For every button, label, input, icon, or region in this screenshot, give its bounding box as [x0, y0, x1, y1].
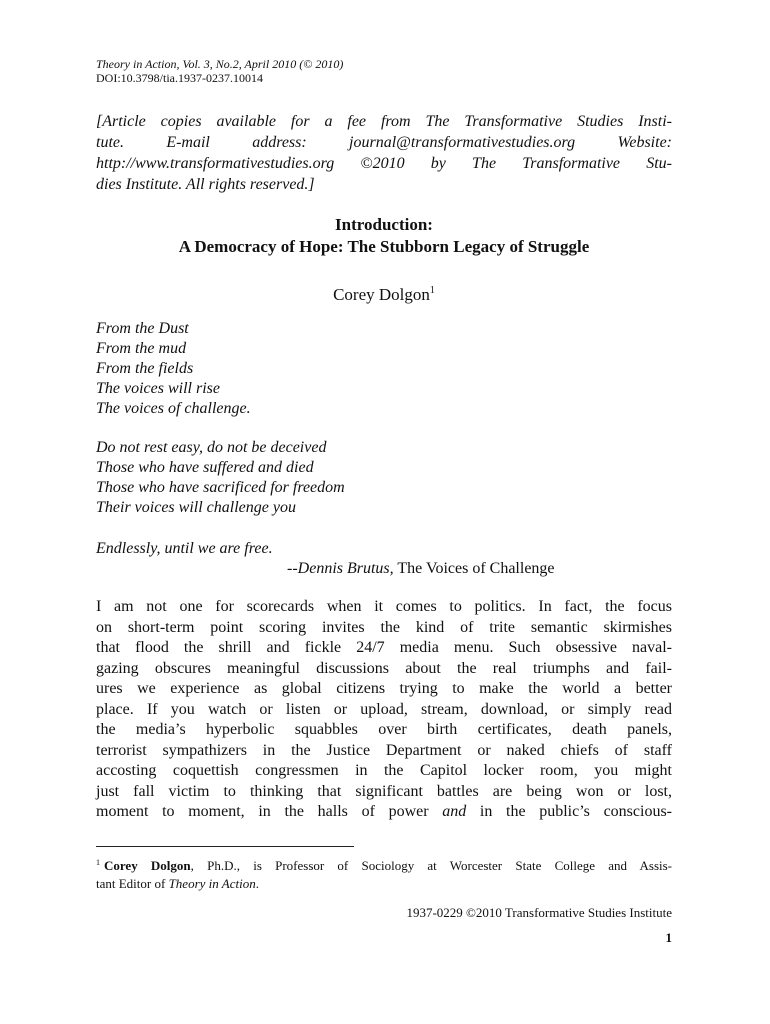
notice-line: [Article copies available for a fee from The Transformative Studies Insti- [96, 113, 672, 130]
body-text: moment to moment, in the halls of power [96, 803, 443, 820]
article-title [96, 214, 672, 258]
poem-line: From the mud [96, 340, 187, 357]
page-number: 1 [665, 930, 672, 945]
poem-line: Their voices will challenge you [96, 499, 296, 516]
doi: DOI:10.3798/tia.1937-0237.10014 [96, 71, 263, 85]
author-footnote-mark[interactable]: 1 [429, 285, 435, 296]
journal-citation: Theory in Action, Vol. 3, No.2, April 2010 (© 2010) [96, 57, 344, 71]
footnote-mark: 1 [96, 858, 100, 867]
attribution-work: The Voices of Challenge [393, 560, 555, 577]
title-line-2: A Democracy of Hope: The Stubborn Legacy of Struggle [178, 237, 590, 256]
notice-line: dies Institute. All rights reserved.] [96, 176, 315, 193]
poem-stanza-2 [96, 438, 656, 518]
body-line: I am not one for scorecards when it comes to politics. In fact, the focus [96, 598, 672, 615]
body-line: accosting coquettish congressmen in the Capitol locker room, you might [96, 762, 672, 779]
body-line: on short-term point scoring invites the kind of trite semantic skirmishes [96, 618, 672, 636]
copyright-notice [96, 111, 672, 195]
footnote-author: Corey Dolgon [104, 858, 191, 873]
title-line-1: Introduction: [335, 215, 433, 234]
body-emphasis: and [442, 803, 467, 820]
poem-stanza-3 [96, 539, 656, 559]
poem-line: Those who have sacrificed for freedom [96, 479, 345, 496]
journal-header [96, 57, 343, 85]
body-paragraph [96, 597, 672, 823]
poem-line: Those who have suffered and died [96, 459, 314, 476]
notice-line: tute. E-mail address: journal@transformativestudies.org Website: [96, 134, 672, 151]
issn-line: 1937-0229 ©2010 Transformative Studies Institute [406, 905, 672, 920]
poem-line: Do not rest easy, do not be deceived [96, 439, 327, 456]
body-line: that flood the shrill and fickle 24/7 media menu. Such obsessive naval- [96, 639, 672, 656]
body-line: gazing obscures meaningful discussions about the real triumphs and fail- [96, 659, 672, 677]
body-line: terrorist sympathizers in the Justice Department or naked chiefs of staff [96, 741, 672, 759]
author-byline [96, 280, 672, 306]
footnote-line [96, 854, 672, 875]
footnote-text: , Ph.D., is Professor of Sociology at Worcester State College and Assis- [190, 858, 672, 873]
notice-line: http://www.transformativestudies.org ©2010 by The Transformative Stu- [96, 155, 672, 172]
poem-line: From the Dust [96, 320, 189, 337]
poem-line: The voices of challenge. [96, 400, 251, 417]
poem-attribution [287, 559, 555, 579]
body-line [96, 802, 672, 823]
body-line: place. If you watch or listen or upload, stream, download, or simply read [96, 700, 672, 718]
footnote-journal: Theory in Action [168, 876, 256, 891]
body-text: in the public’s conscious- [466, 803, 672, 820]
footnote [96, 854, 672, 893]
poem-stanza-1 [96, 319, 656, 419]
footnote-text: tant Editor of [96, 876, 169, 891]
footnote-line [96, 875, 672, 893]
poem-line: Endlessly, until we are free. [96, 540, 273, 557]
poem-line: The voices will rise [96, 380, 220, 397]
body-line: ures we experience as global citizens trying to make the world a better [96, 680, 672, 697]
poem-line: From the fields [96, 360, 194, 377]
body-line: just fall victim to thinking that significant battles are being won or lost, [96, 782, 672, 800]
author-name: Corey Dolgon [333, 285, 430, 304]
footnote-divider [96, 846, 354, 847]
footnote-text: . [255, 876, 259, 891]
attribution-author: --Dennis Brutus, [287, 560, 394, 577]
body-line: the media’s hyperbolic squabbles over birth certificates, death panels, [96, 721, 672, 738]
